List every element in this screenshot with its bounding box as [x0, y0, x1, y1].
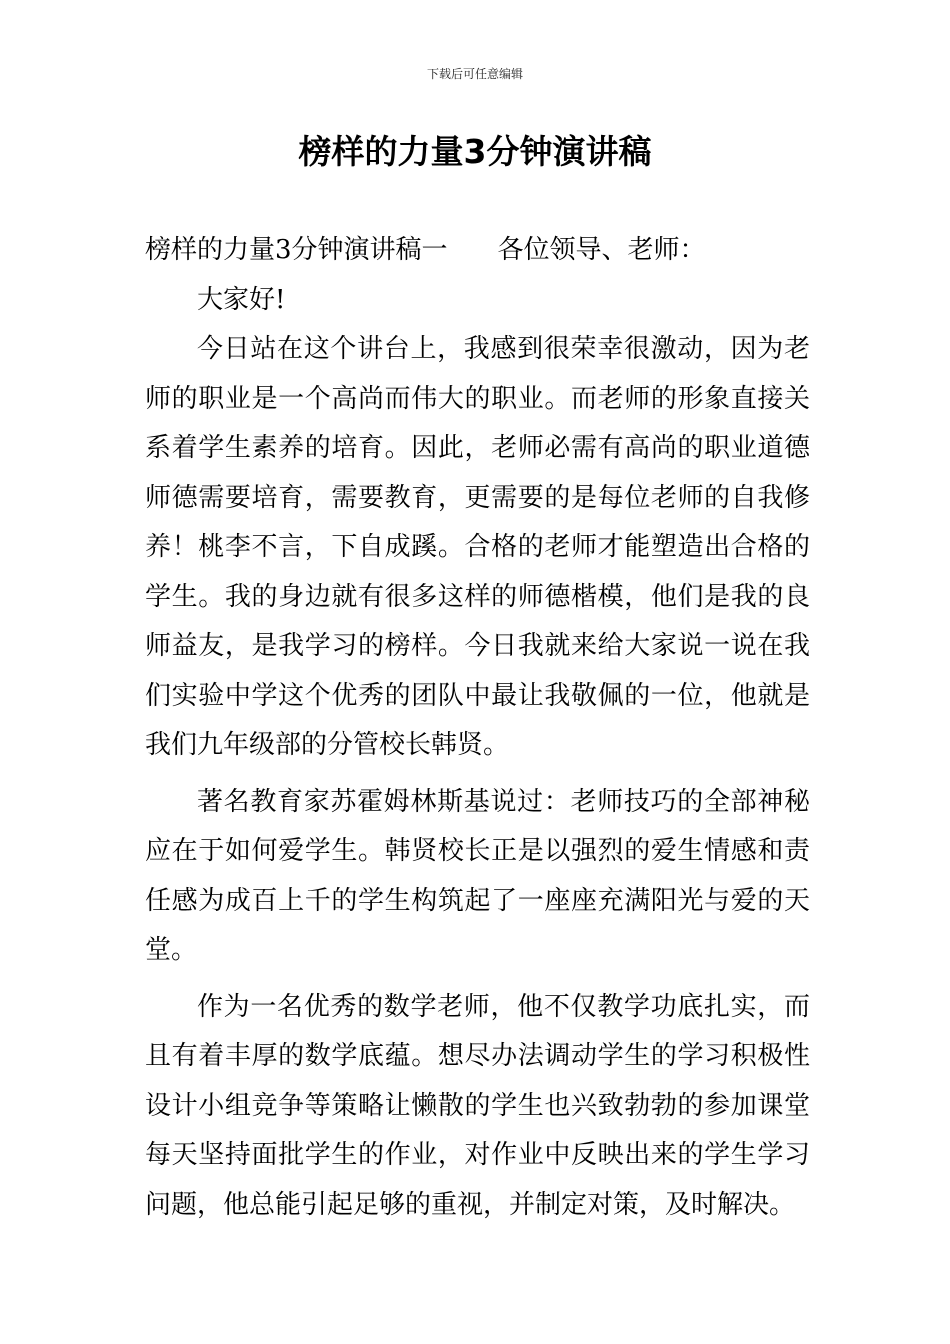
header-note: 下载后可任意编辑: [426, 67, 523, 81]
greeting: 大家好!: [197, 284, 286, 315]
paragraph: 作为一名优秀的数学老师，他不仅教学功底扎实，而且有着丰厚的数学底蕴。想尽办法调动学生的学习积极性设计小组竞争等策略让懒散的学生也兴致勃勃的参加课堂每天坚持面批学生的作业，对作业中反映出来的学生学习问题，他总能引起足够的重视，并制定对策，及时解决。: [145, 991, 810, 1220]
opening-line: [145, 226, 810, 276]
opening-salutation: 各位领导、老师：: [497, 235, 706, 265]
opening-subtitle: 榜样的力量3分钟演讲稿一: [145, 235, 448, 265]
document-body: [145, 226, 810, 1230]
paragraph: 著名教育家苏霍姆林斯基说过：老师技巧的全部神秘应在于如何爱学生。韩贤校长正是以强烈的爱生情感和责任感为成百上千的学生构筑起了一座座充满阳光与爱的天堂。: [145, 786, 810, 965]
paragraph: 今日站在这个讲台上，我感到很荣幸很激动，因为老师的职业是一个高尚而伟大的职业。而老师的形象直接关系着学生素养的培育。因此，老师必需有高尚的职业道德师德需要培育，需要教育，更需要的是每位老师的自我修养！桃李不言，下自成蹊。合格的老师才能塑造出合格的学生。我的身边就有很多这样的师德楷模，他们是我的良师益友，是我学习的榜样。今日我就来给大家说一说在我们实验中学这个优秀的团队中最让我敬佩的一位，他就是我们九年级部的分管校长韩贤。: [145, 334, 810, 760]
document-title: 榜样的力量3分钟演讲稿: [298, 132, 652, 171]
